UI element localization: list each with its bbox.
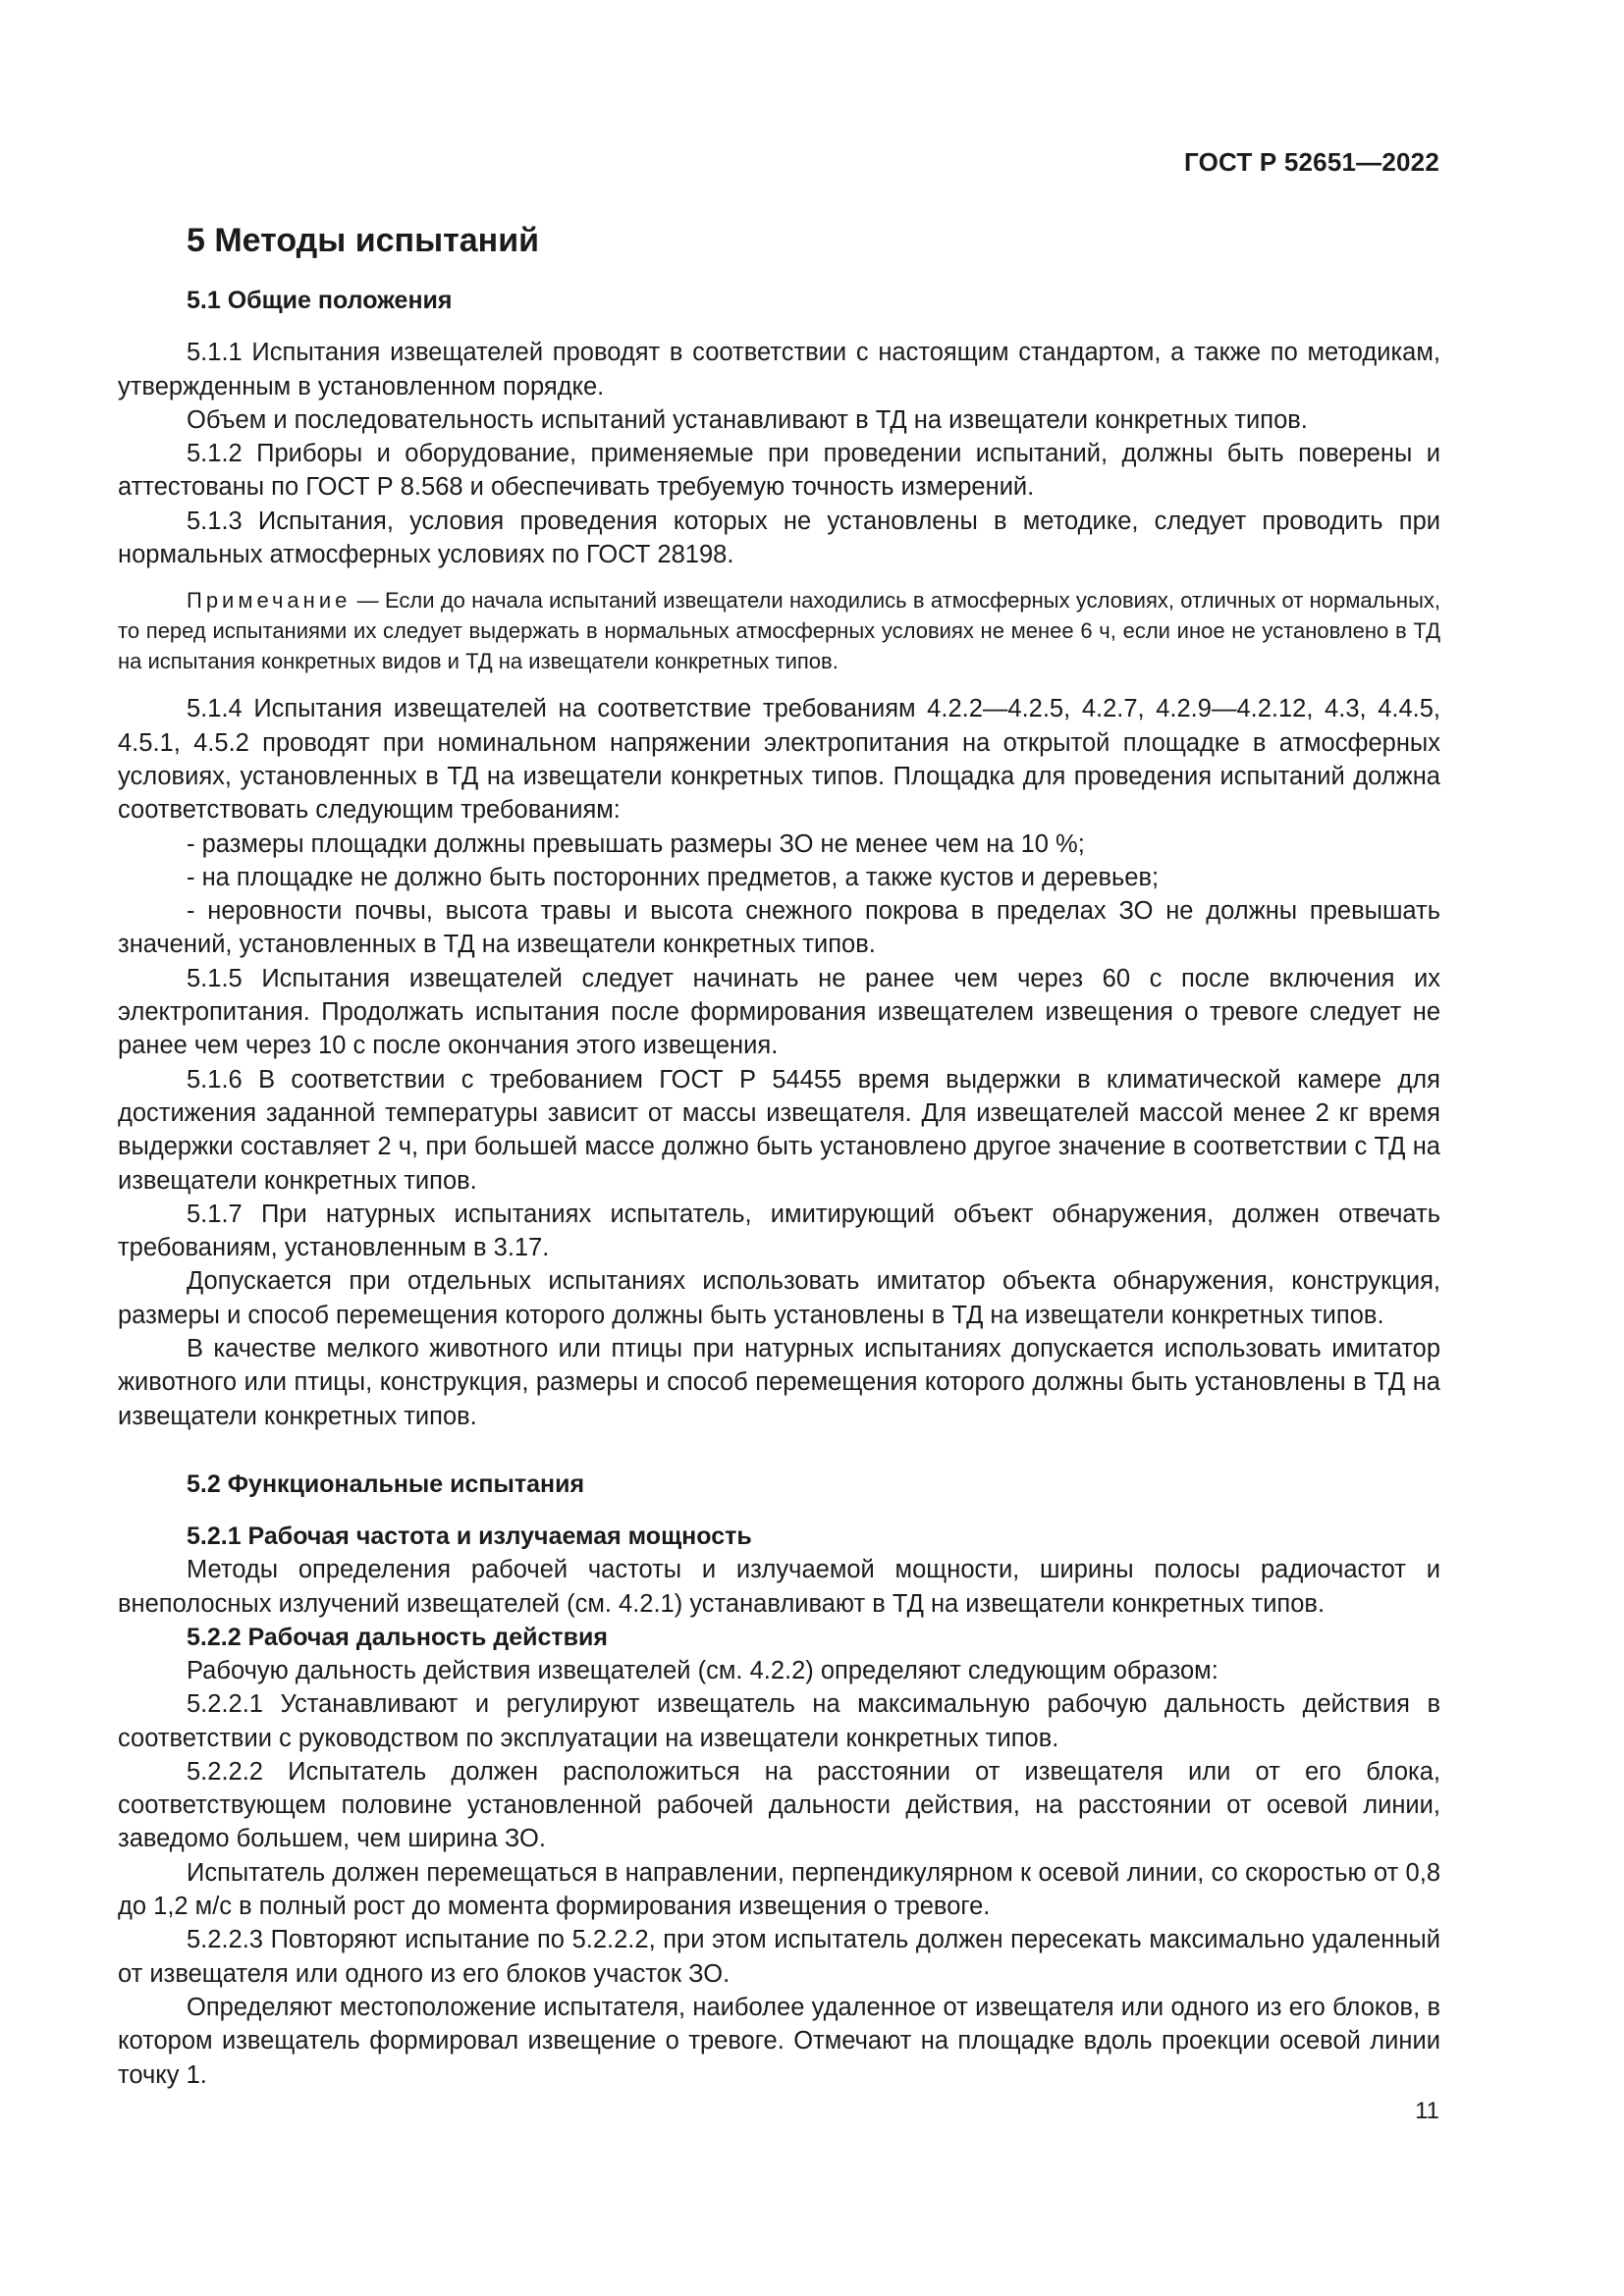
subsection-title-5-2: 5.2 Функциональные испытания bbox=[187, 1469, 585, 1498]
note-label: Примечание bbox=[187, 588, 352, 614]
list-item: - неровности почвы, высота травы и высота снежного покрова в пределах ЗО не должны превышать значений, установленных в ТД на извещатели конкретных типов. bbox=[118, 897, 1440, 959]
paragraph-5-1-1: 5.1.1 Испытания извещателей проводят в соответствии с настоящим стандартом, а также по методикам, утвержденным в установленном порядке. bbox=[118, 339, 1440, 400]
paragraph-5-2-1: Методы определения рабочей частоты и излучаемой мощности, ширины полосы радиочастот и внеполосных излучений извещателей (см. 4.2.1) устанавливают в ТД на извещатели конкретных типов. bbox=[118, 1556, 1440, 1618]
paragraph-small-animal: В качестве мелкого животного или птицы при натурных испытаниях допускается использовать имитатор животного или птицы, конструкция, размеры и способ перемещения которого должны быть установлены в ТД на извещатели конкретных типов. bbox=[118, 1335, 1440, 1430]
paragraph-5-1-3: 5.1.3 Испытания, условия проведения которых не установлены в методике, следует проводить при нормальных атмосферных условиях по ГОСТ 28198. bbox=[118, 507, 1440, 569]
subsection-title-5-2-1: 5.2.1 Рабочая частота и излучаемая мощность bbox=[187, 1522, 752, 1551]
paragraph-movement: Испытатель должен перемещаться в направлении, перпендикулярном к осевой линии, со скоростью от 0,8 до 1,2 м/с в полный рост до момента формирования извещения о тревоге. bbox=[118, 1858, 1440, 1921]
paragraph-location: Определяют местоположение испытателя, наиболее удаленное от извещателя или одного из его блоков, в котором извещатель формировал извещение о тревоге. Отмечают на площадке вдоль проекции осевой линии точку 1. bbox=[118, 1993, 1440, 2089]
paragraph-5-1-6: 5.1.6 В соответствии с требованием ГОСТ Р 54455 время выдержки в климатической камере для достижения заданной температуры зависит от массы извещателя. Для извещателей массой менее 2 кг время выдержки составляет 2 ч, при большей массе должно быть установлено другое значение в соответствии с ТД на извещатели конкретных типов. bbox=[118, 1065, 1440, 1195]
paragraph-imitator: Допускается при отдельных испытаниях использовать имитатор объекта обнаружения, конструкция, размеры и способ перемещения которого должны быть установлены в ТД на извещатели конкретных типов. bbox=[118, 1267, 1440, 1329]
paragraph-5-1-4: 5.1.4 Испытания извещателей на соответствие требованиям 4.2.2—4.2.5, 4.2.7, 4.2.9—4.2.12, 4.3, 4.4.5, 4.5.1, 4.5.2 проводят при номинальном напряжении электропитания на открытой площадке в атмосферных условиях, установленных в ТД на извещатели конкретных типов. Площадка для проведения испытаний должна соответствовать следующим требованиям: bbox=[118, 695, 1440, 825]
note-text: — Если до начала испытаний извещатели находились в атмосферных условиях, отличных от нормальных, то перед испытаниями их следует выдержать в нормальных атмосферных условиях не менее 6 ч, если иное не установлено в ТД на испытания конкретных видов и ТД на извещатели конкретных типов. bbox=[118, 588, 1440, 674]
paragraph-5-2-2-intro: Рабочую дальность действия извещателей (см. 4.2.2) определяют следующим образом: bbox=[187, 1657, 1218, 1684]
list-item: - размеры площадки должны превышать размеры ЗО не менее чем на 10 %; bbox=[187, 829, 1085, 858]
document-header: ГОСТ Р 52651—2022 bbox=[1184, 147, 1439, 177]
paragraph-5-2-2-3: 5.2.2.3 Повторяют испытание по 5.2.2.2, при этом испытатель должен пересекать максимально удаленный от извещателя или одного из его блоков участок ЗО. bbox=[118, 1926, 1440, 1988]
page-content bbox=[118, 221, 1440, 2092]
paragraph-scope: Объем и последовательность испытаний устанавливают в ТД на извещатели конкретных типов. bbox=[187, 405, 1308, 434]
paragraph-5-2-2-1: 5.2.2.1 Устанавливают и регулируют извещатель на максимальную рабочую дальность действия в соответствии с руководством по эксплуатации на извещатели конкретных типов. bbox=[118, 1690, 1440, 1752]
subsection-title-5-1: 5.1 Общие положения bbox=[187, 286, 453, 314]
paragraph-5-1-2: 5.1.2 Приборы и оборудование, применяемые при проведении испытаний, должны быть поверены и аттестованы по ГОСТ Р 8.568 и обеспечивать требуемую точность измерений. bbox=[118, 440, 1440, 502]
note bbox=[118, 585, 1440, 676]
section-title: 5 Методы испытаний bbox=[187, 222, 540, 259]
page-number: 11 bbox=[1415, 2098, 1439, 2124]
paragraph-5-1-5: 5.1.5 Испытания извещателей следует начинать не ранее чем через 60 с после включения их электропитания. Продолжать испытания после формирования извещателем извещения о тревоге следует не ранее чем через 10 с после окончания этого извещения. bbox=[118, 964, 1440, 1060]
paragraph-5-2-2-2: 5.2.2.2 Испытатель должен расположиться на расстоянии от извещателя или от его блока, соответствующем половине установленной рабочей дальности действия, на расстоянии от осевой линии, заведомо большем, чем ширина ЗО. bbox=[118, 1757, 1440, 1853]
paragraph-5-1-7: 5.1.7 При натурных испытаниях испытатель, имитирующий объект обнаружения, должен отвечать требованиям, установленным в 3.17. bbox=[118, 1200, 1440, 1262]
subsection-title-5-2-2: 5.2.2 Рабочая дальность действия bbox=[187, 1624, 608, 1651]
list-item: - на площадке не должно быть посторонних предметов, а также кустов и деревьев; bbox=[187, 863, 1160, 891]
